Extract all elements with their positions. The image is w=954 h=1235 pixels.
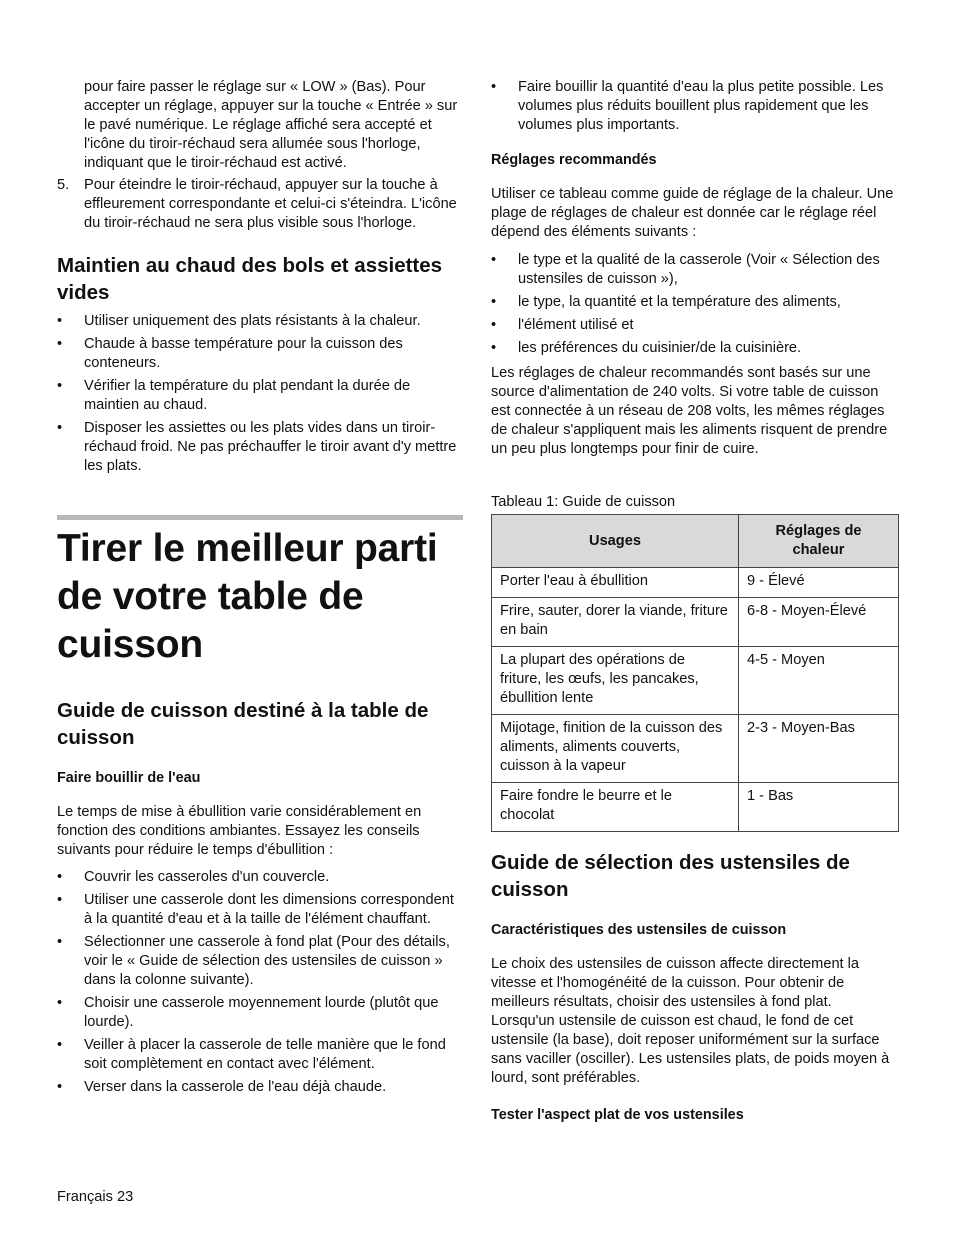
setting-cell: 4-5 - Moyen xyxy=(739,647,899,715)
paragraph: Le temps de mise à ébullition varie considérablement en fonction des conditions ambiantes. Essayez les conseils suivants pour réduire le temps d'ébullition : xyxy=(57,804,422,858)
list-item: • le type, la quantité et la température des aliments, xyxy=(491,294,841,310)
left-column xyxy=(57,78,463,1101)
list-item: • Utiliser une casserole dont les dimensions correspondent à la quantité d'eau et à la taille de l'élément chauffant. xyxy=(57,892,454,927)
cooking-guide-table xyxy=(491,514,899,832)
list-item: • Chaude à basse température pour la cuisson des conteneurs. xyxy=(57,336,403,371)
usage-cell: Porter l'eau à ébullition xyxy=(492,568,739,598)
table-row xyxy=(492,598,899,647)
subsection-heading: Tester l'aspect plat de vos ustensiles xyxy=(491,1107,744,1123)
list-item: 5. Pour éteindre le tiroir-réchaud, appuyer sur la touche à effleurement correspondante et celui-ci s'éteindra. L'icône du tiroir-réchaud ne sera plus visible sous l'horloge. xyxy=(57,177,457,231)
list-item: • le type et la qualité de la casserole (Voir « Sélection des ustensiles de cuisson »), xyxy=(491,252,880,287)
section-heading: Guide de cuisson destiné à la table de cuisson xyxy=(57,699,429,749)
page-footer: Français 23 xyxy=(57,1189,134,1205)
table-row xyxy=(492,783,899,832)
usage-cell: Mijotage, finition de la cuisson des aliments, aliments couverts, cuisson à la vapeur xyxy=(492,715,739,783)
section-heading: Guide de sélection des ustensiles de cuisson xyxy=(491,851,850,901)
list-item: • l'élément utilisé et xyxy=(491,317,634,333)
setting-cell: 1 - Bas xyxy=(739,783,899,832)
list-item: • Verser dans la casserole de l'eau déjà chaude. xyxy=(57,1079,387,1095)
list-item: • Choisir une casserole moyennement lourde (plutôt que lourde). xyxy=(57,995,439,1030)
table-caption: Tableau 1: Guide de cuisson xyxy=(491,494,676,510)
table-row xyxy=(492,568,899,598)
setting-cell: 2-3 - Moyen-Bas xyxy=(739,715,899,783)
list-item: • les préférences du cuisinier/de la cuisinière. xyxy=(491,340,802,356)
list-item: • Veiller à placer la casserole de telle manière que le fond soit complètement en contact avec l'élément. xyxy=(57,1037,446,1072)
step-number: 5. xyxy=(57,177,70,193)
chapter-rule xyxy=(57,515,463,520)
list-item: • Vérifier la température du plat pendant la durée de maintien au chaud. xyxy=(57,378,411,413)
bullet-list xyxy=(491,78,899,135)
usage-cell: La plupart des opérations de friture, les œufs, les pancakes, ébullition lente xyxy=(492,647,739,715)
header-cell: Réglages de chaleur xyxy=(739,515,899,568)
numbered-list xyxy=(57,176,463,233)
paragraph: Les réglages de chaleur recommandés sont basés sur une source d'alimentation de 240 volts. Si votre table de cuisson est connectée à un réseau de 208 volts, les mêmes réglages de chaleur s'appliquent mais les aliments risquent de prendre un peu plus longtemps pour finir de cuire. xyxy=(491,365,888,457)
subsection-heading: Faire bouillir de l'eau xyxy=(57,770,201,786)
bullet-list xyxy=(57,868,463,1097)
section-heading: Maintien au chaud des bols et assiettes vides xyxy=(57,254,443,304)
list-item: • Utiliser uniquement des plats résistants à la chaleur. xyxy=(57,313,421,329)
header-cell: Usages xyxy=(492,515,739,568)
setting-cell: 9 - Élevé xyxy=(739,568,899,598)
subsection-heading: Réglages recommandés xyxy=(491,152,657,168)
continued-paragraph: pour faire passer le réglage sur « LOW » (Bas). Pour accepter un réglage, appuyer sur la touche « Entrée » sur le pavé numérique. Le réglage affiché sera accepté et l'icône du tiroir-réchaud sera allumée sous l'horloge, indiquant que le tiroir-réchaud est activé. xyxy=(84,79,458,171)
table-header-row xyxy=(492,515,899,568)
paragraph: Utiliser ce tableau comme guide de réglage de la chaleur. Une plage de réglages de chaleur est donnée car le réglage réel dépend des éléments suivants : xyxy=(491,186,894,240)
setting-cell: 6-8 - Moyen-Élevé xyxy=(739,598,899,647)
list-item: • Couvrir les casseroles d'un couvercle. xyxy=(57,869,330,885)
bullet-list xyxy=(57,312,463,476)
table-row xyxy=(492,647,899,715)
subsection-heading: Caractéristiques des ustensiles de cuisson xyxy=(491,922,787,938)
table-row xyxy=(492,715,899,783)
list-item: • Faire bouillir la quantité d'eau la plus petite possible. Les volumes plus réduits bouillent plus rapidement que les volumes plus importants. xyxy=(491,79,884,133)
chapter-title: Tirer le meilleur parti de votre table de cuisson xyxy=(57,527,438,666)
list-item: • Sélectionner une casserole à fond plat (Pour des détails, voir le « Guide de sélection des ustensiles de cuisson » dans la colonne suivante). xyxy=(57,934,450,988)
usage-cell: Faire fondre le beurre et le chocolat xyxy=(492,783,739,832)
list-item: • Disposer les assiettes ou les plats vides dans un tiroir-réchaud froid. Ne pas préchauffer le tiroir avant d'y mettre les plats. xyxy=(57,420,457,474)
paragraph: Le choix des ustensiles de cuisson affecte directement la vitesse et l'homogénéité de la cuisson. Pour obtenir de meilleurs résultats, choisir des ustensiles à fond plat. Lorsqu'un ustensile de cuisson est chaud, le fond de cet ustensile (la base), doit reposer uniformément sur la surface sans vaciller (osciller). Les ustensiles plats, de poids moyen à lourd, sont préférables. xyxy=(491,956,890,1086)
usage-cell: Frire, sauter, dorer la viande, friture en bain xyxy=(492,598,739,647)
bullet-list xyxy=(491,251,899,358)
right-column xyxy=(491,78,899,1125)
